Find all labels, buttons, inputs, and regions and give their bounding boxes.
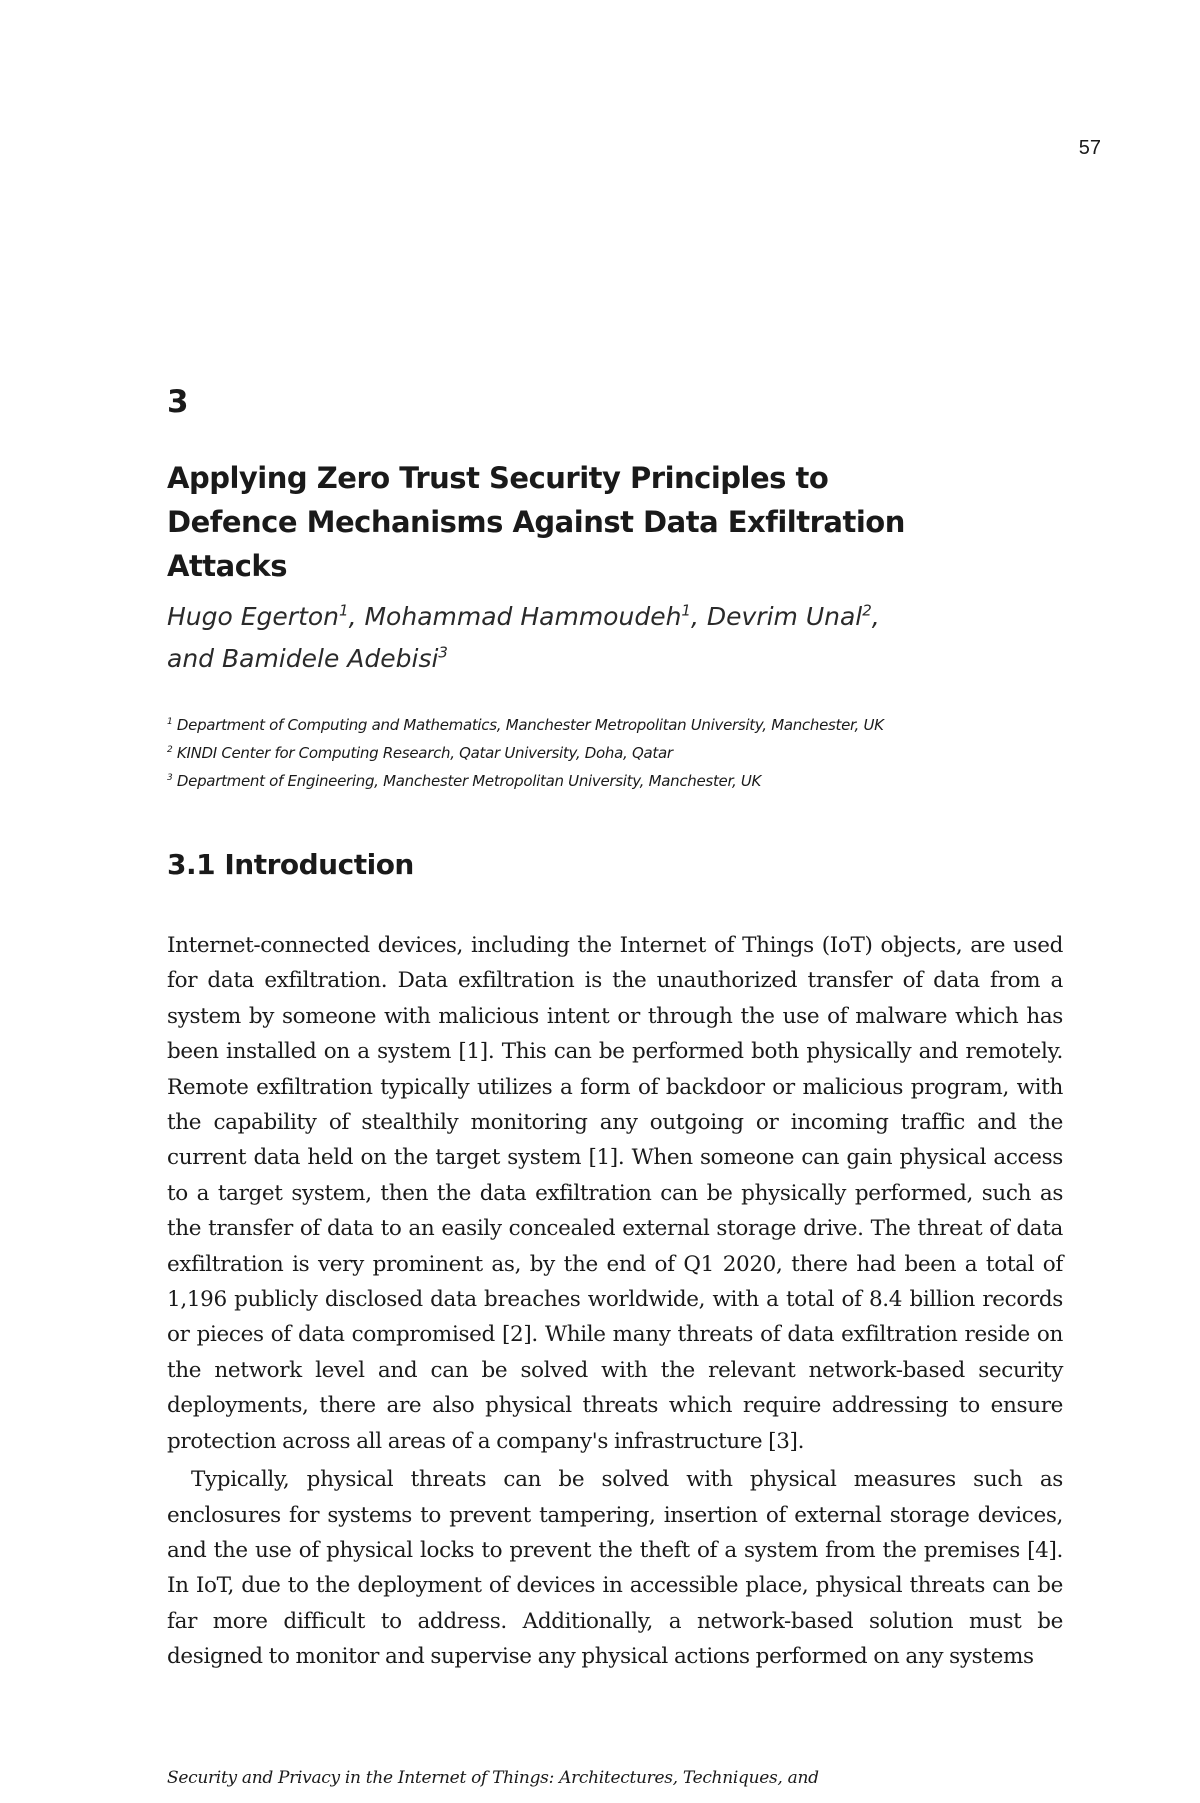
author-name: Devrim Unal (706, 602, 863, 631)
affiliation-number: 2 (167, 745, 173, 755)
author-list (167, 596, 927, 680)
affiliation-text: Department of Computing and Mathematics, Manchester Metropolitan University, Manchester, UK (176, 716, 884, 734)
paragraph: Typically, physical threats can be solved with physical measures such as enclosures for systems to prevent tampering, insertion of external storage devices, and the use of physical locks to prevent the theft of a system from the premises [4]. In IoT, due to the deployment of devices in accessible place, physical threats can be far more difficult to address. Additionally, a network-based solution must be designed to monitor and supervise any physical actions performed on any systems (167, 1467, 1063, 1670)
author-name: Mohammad Hammoudeh (364, 602, 682, 631)
affiliation-text: KINDI Center for Computing Research, Qatar University, Doha, Qatar (176, 744, 673, 762)
affiliation-item (167, 739, 1067, 767)
author-affiliation-mark: 1 (681, 601, 691, 620)
author-affiliation-mark: 3 (438, 643, 448, 662)
affiliation-item (167, 711, 1067, 739)
author-name: Hugo Egerton (167, 602, 340, 631)
author-name: Bamidele Adebisi (221, 644, 439, 673)
author-affiliation-mark: 2 (862, 601, 872, 620)
affiliation-item (167, 767, 1067, 795)
author-separator: , and (167, 602, 880, 673)
section-body (167, 928, 1063, 1675)
paragraph: Internet-connected devices, including the Internet of Things (IoT) objects, are used for data exfiltration. Data exfiltration is the unauthorized transfer of data from a system by someone with malicious intent or through the use of malware which has been installed on a system [1]. This can be performed both physically and remotely. Remote exfiltration typically utilizes a form of backdoor or malicious program, with the capability of stealthily monitoring any outgoing or incoming traffic and the current data held on the target system [1]. When someone can gain physical access to a target system, then the data exfiltration can be physically performed, such as the transfer of data to an easily concealed external storage drive. The threat of data exfiltration is very prominent as, by the end of Q1 2020, there had been a total of 1,196 publicly disclosed data breaches worldwide, with a total of 8.4 billion records or pieces of data compromised [2]. While many threats of data exfiltration reside on the network level and can be solved with the relevant network-based security deployments, there are also physical threats which require addressing to ensure protection across all areas of a company's infrastructure [3]. (167, 933, 1063, 1454)
page-number: 57 (1078, 137, 1101, 159)
section-heading: 3.1 Introduction (167, 848, 414, 881)
affiliation-number: 3 (167, 773, 173, 783)
footer-citation: Security and Privacy in the Internet of Things: Architectures, Techniques, and (167, 1768, 819, 1788)
author-affiliation-mark: 1 (339, 601, 349, 620)
author-separator: , (348, 602, 365, 631)
affiliation-number: 1 (167, 717, 173, 727)
affiliation-text: Department of Engineering, Manchester Metropolitan University, Manchester, UK (176, 772, 762, 790)
author-separator: , (690, 602, 707, 631)
chapter-title: Applying Zero Trust Security Principles to Defence Mechanisms Against Data Exfiltration Attacks (167, 461, 905, 583)
chapter-number: 3 (167, 384, 189, 420)
affiliation-list (167, 711, 1067, 795)
